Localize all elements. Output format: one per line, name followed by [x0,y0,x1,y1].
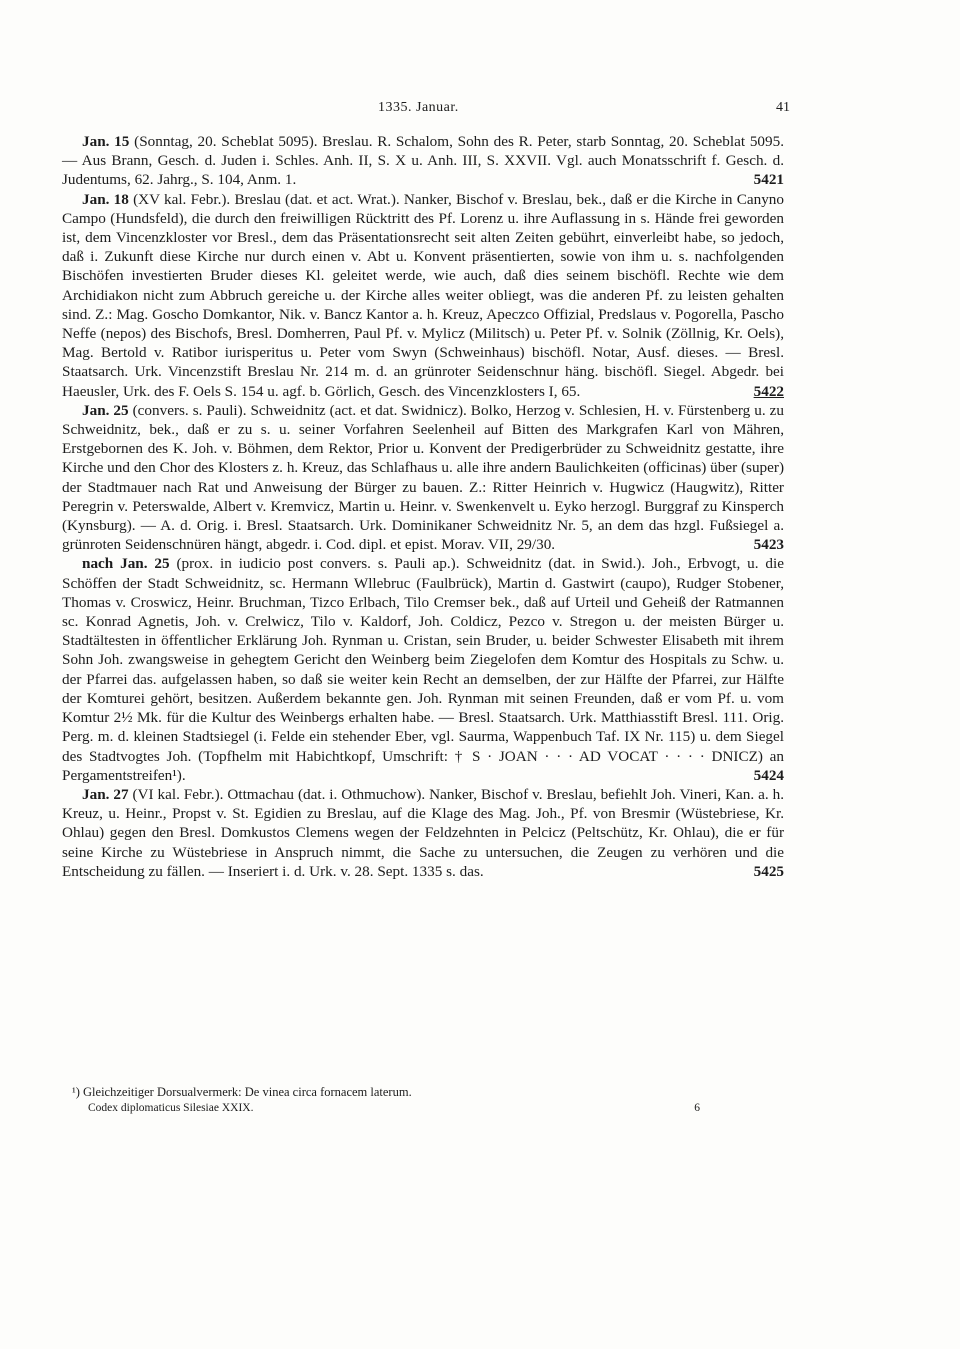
entry-number: 5423 [753,536,784,554]
entry-date: nach Jan. 25 [82,555,170,573]
page-header [62,100,790,124]
signature-right: 6 [694,1102,700,1114]
regest-entry-5422 [62,190,784,401]
page-number: 41 [776,100,790,115]
document-page [62,100,790,881]
regest-entry-5421 [62,132,784,190]
entry-number: 5421 [753,171,784,189]
signature-left: Codex diplomaticus Silesiae XXIX. [88,1102,254,1114]
footnote-1: ¹) Gleichzeitiger Dorsualvermerk: De vinea circa fornacem laterum. [72,1085,412,1099]
entry-text: (XV kal. Febr.). Breslau (dat. et act. Wrat.). Nanker, Bischof v. Breslau, bek., daß er die Kirche in Canyno Campo (Hundsfeld), die durch den freiwilligen Rücktritt des Pf. Lorenz u. ihre Auflassung in s. Hände frei geworden ist, dem Vincenzkloster vor Bresl., dem das Präsentationsrecht seit alten Zeiten gebührt, einverleibt habe, so jedoch, daß i. Zukunft diese Kirche nur durch einen v. Abt u. Konvent präsentierten, sowie von ihm u. s. nachfolgenden Bischöfen investierten Bruder dieses Kl. geleitet werde, wie auch, daß dies seinem bischöfl. Rechte wie dem Archidiakon nicht zum Abbruch gereiche u. der Kirche alles weiter obliegt, was die anderen Pf. zu leisten gehalten sind. Z.: Mag. Goscho Domkantor, Nik. v. Bancz Kantor a. h. Kreuz, Apeczco Offizial, Predslaus v. Pogorella, Pascho Neffe (nepos) des Bischofs, Bresl. Domherren, Paul Pf. v. Mylicz (Militsch) u. Peter Pf. v. Solnik (Zöllnig, Kr. Oels), Mag. Bertold v. Ratibor iurisperitus u. Peter vom Swyn (Schweinhaus) bischöfl. Notar, Ausf. dieses. — Bresl. Staatsarch. Urk. Vincenzstift Breslau Nr. 214 m. d. an grünroter Seidenschnur häng. bischöfl. Siegel. Abgedr. bei Haeusler, Urk. des F. Oels S. 154 u. agf. b. Görlich, Gesch. des Vincenzklosters I, 65. [62,190,784,400]
entry-text: (VI kal. Febr.). Ottmachau (dat. i. Othmuchow). Nanker, Bischof v. Breslau, befiehlt Joh. Vineri, Kan. a. h. Kreuz, u. Heinr., Propst v. St. Egidien zu Breslau, auf die Klage des Mag. Joh., Pf. von Bresmir (Wüstebriese, Kr. Ohlau) gegen den Bresl. Domkustos Clemens wegen der Feldzehnten in Pelcicz (Peltschütz, Kr. Ohlau), die er für seine Kirche zu Wüstebriese in Anspruch nimmt, die Sache zu untersuchen, die Zeugen zu verhören und die Entscheidung zu fällen. — Inseriert i. d. Urk. v. 28. Sept. 1335 s. das. [62,785,784,880]
entry-date: Jan. 18 [82,190,129,208]
entry-text: (prox. in iudicio post convers. s. Pauli ap.). Schweidnitz (dat. in Swid.). Joh., Erbvogt, u. die Schöffen der Stadt Schweidnitz, sc. Hermann Wllebruc (Faulbrück), Martin d. Gastwirt (caupo), Rudger Stobener, Thomas v. Croswicz, Heinr. Bruchman, Tizco Erlbach, Tilo Cremser bek., daß auf Urteil und Geheiß der Ratmannen sc. Konrad Agnetis, Joh. v. Crelwicz, Tilo v. Kaldorf, Joh. Coldicz, Pezco v. Stregon u. der meisten Bürger u. Stadtältesten in öffentlicher Erklärung Joh. Rynman u. Cristan, sein Bruder, u. beider Schwester Elisabeth mit ihrem Sohn Joh. zwangsweise in gehegtem Gericht den Weinberg beim Ziegelofen dem Komtur des Hospitals zu Schw. u. der Pfarrei das. aufgelassen haben, so daß sie weiter kein Recht an demselben, der zur Hälfte der Pfarrei, zur Hälfte der Komturei gehört, besitzen. Außerdem bekannte gen. Joh. Rynman mit seinen Freunden, daß er vom Pf. u. vom Komtur 2½ Mk. für die Kultur des Weinbergs erhalten habe. — Bresl. Staatsarch. Urk. Matthiasstift Bresl. 111. Orig. Perg. m. d. kleinen Stadtsiegel (i. Felde ein stehender Eber, vgl. Saurma, Wappenbuch Taf. IX Nr. 115) u. dem Siegel des Stadtvogtes Joh. (Topfhelm mit Habichtkopf, Umschrift: † S · JOAN · · · AD VOCAT · · · · DNICZ) an Pergamentstreifen¹). [62,555,784,784]
entry-date: Jan. 15 [82,133,130,150]
entry-text: (convers. s. Pauli). Schweidnitz (act. et dat. Swidnicz). Bolko, Herzog v. Schlesien, H. v. Fürstenberg u. zu Schweidnitz, bek., daß er zu s. u. seiner Vorfahren Seelenheil auf Bitten des Markgrafen Karl von Mähren, Erstgebornen des K. Joh. v. Böhmen, dem Rektor, Prior u. Konvent der Predigerbrüder zu Schweidnitz gestatte, ihre Kirche und den Chor des Klosters z. h. Kreuz, das Schlafhaus u. alle ihre andern Baulichkeiten (officinas) über (super) der Stadtmauer nach Rat und Anweisung der Bürger zu bauen. Z.: Ritter Heinrich v. Hugwicz (Haugwitz), Ritter Peregrin v. Peterswalde, Albert v. Kremvicz, Martin u. Heinr. v. Swenkenvelt u. Eyko herzogl. Burggraf zu Kinsperch (Kynsburg). — A. d. Orig. i. Bresl. Staatsarch. Urk. Dominikaner Schweidnitz Nr. 5, an dem das hzgl. Fußsiegel a. grünroten Seidenschnüren hängt, abgedr. i. Cod. dipl. et epist. Morav. VII, 29/30. [62,401,784,554]
entry-text: (Sonntag, 20. Scheblat 5095). Breslau. R. Schalom, Sohn des R. Peter, starb Sonntag, 20. Scheblat 5095. — Aus Brann, Gesch. d. Juden i. Schles. Anh. II, S. X u. Anh. III, S. XXVII. Vgl. auch Monatsschrift f. Gesch. d. Judentums, 62. Jahrg., S. 104, Anm. 1. [62,133,785,189]
regesta-list [62,132,784,881]
entry-date: Jan. 27 [82,785,129,803]
entry-date: Jan. 25 [82,401,129,419]
footnotes [72,1084,712,1100]
entry-number: 5425 [753,862,784,880]
page-footer [88,1102,700,1114]
regest-entry-5423 [62,401,784,555]
regest-entry-5424 [62,554,784,784]
entry-number: 5424 [753,766,784,784]
regest-entry-5425 [62,785,784,881]
entry-number: 5422 [753,382,784,400]
running-title: 1335. Januar. [378,100,459,115]
